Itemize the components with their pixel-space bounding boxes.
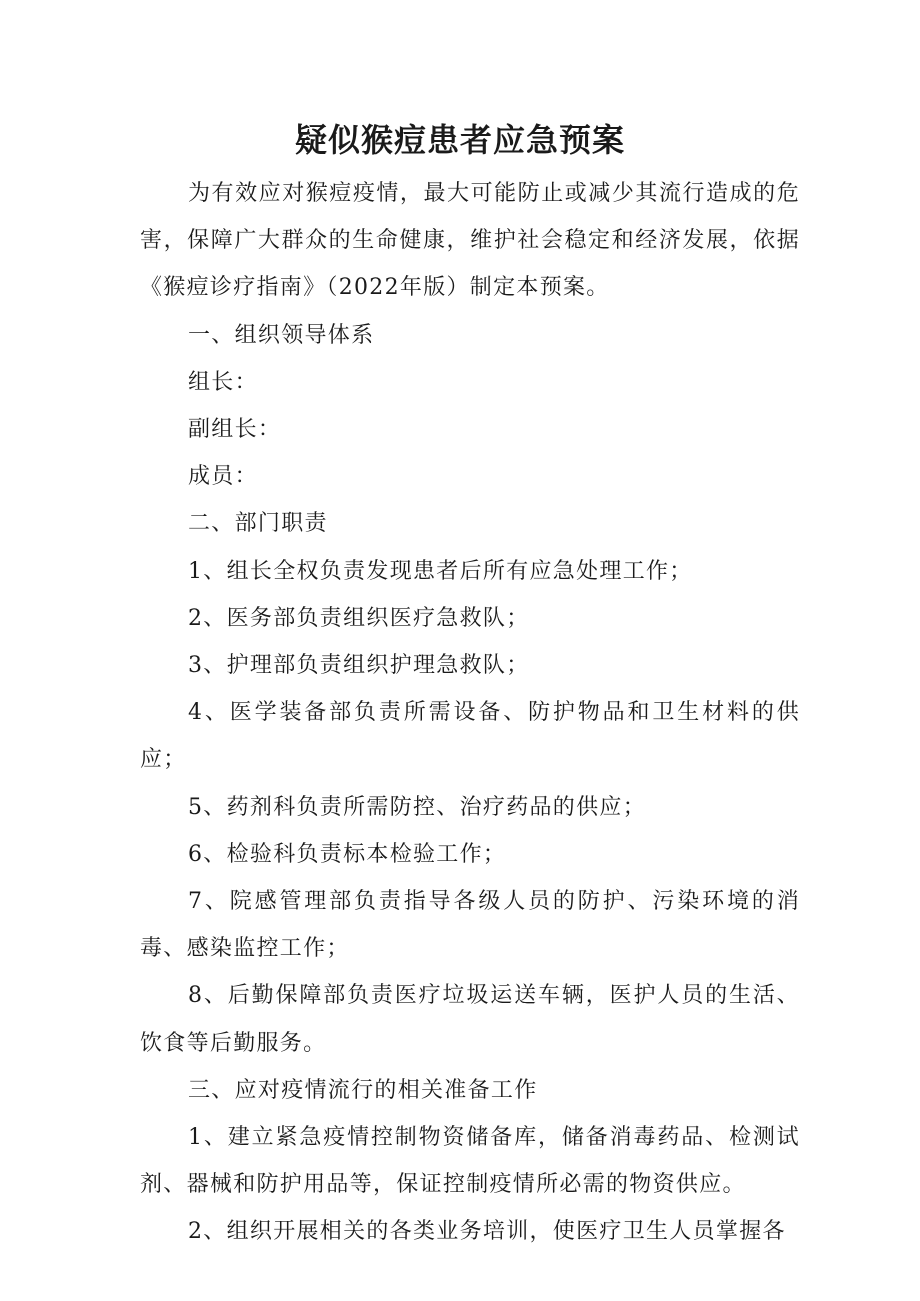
- document-title: 疑似猴痘患者应急预案: [294, 121, 625, 159]
- duty-item: 8、后勤保障部负责医疗垃圾运送车辆，医护人员的生活、饮食等后勤服务。: [140, 983, 800, 1056]
- duty-item: 3、护理部负责组织护理急救队；: [188, 653, 530, 679]
- duty-item: 6、检验科负责标本检验工作；: [188, 841, 507, 867]
- duty-item: 1、组长全权负责发现患者后所有应急处理工作；: [188, 558, 693, 584]
- leader-line: 组长：: [188, 369, 258, 395]
- members-line: 成员：: [188, 464, 258, 490]
- duty-item: 7、院感管理部负责指导各级人员的防护、污染环境的消毒、感染监控工作；: [140, 889, 800, 962]
- preparation-item: 2、组织开展相关的各类业务培训，使医疗卫生人员掌握各: [188, 1219, 786, 1245]
- deputy-leader-line: 副组长：: [188, 417, 282, 443]
- section-heading-duties: 二、部门职责: [188, 511, 328, 537]
- duty-item: 5、药剂科负责所需防控、治疗药品的供应；: [188, 794, 646, 820]
- document-body: [140, 170, 800, 1256]
- preparation-item: 1、建立紧急疫情控制物资储备库，储备消毒药品、检测试剂、器械和防护用品等，保证控制疫情所必需的物资供应。: [140, 1125, 800, 1198]
- intro-paragraph: 为有效应对猴痘疫情，最大可能防止或减少其流行造成的危害，保障广大群众的生命健康，维护社会稳定和经济发展，依据《猴痘诊疗指南》（2022年版）制定本预案。: [140, 181, 800, 301]
- duty-item: 4、医学装备部负责所需设备、防护物品和卫生材料的供应；: [140, 700, 800, 773]
- section-heading-organization: 一、组织领导体系: [188, 322, 375, 348]
- section-heading-preparation: 三、应对疫情流行的相关准备工作: [188, 1077, 538, 1103]
- duty-item: 2、医务部负责组织医疗急救队；: [188, 605, 530, 631]
